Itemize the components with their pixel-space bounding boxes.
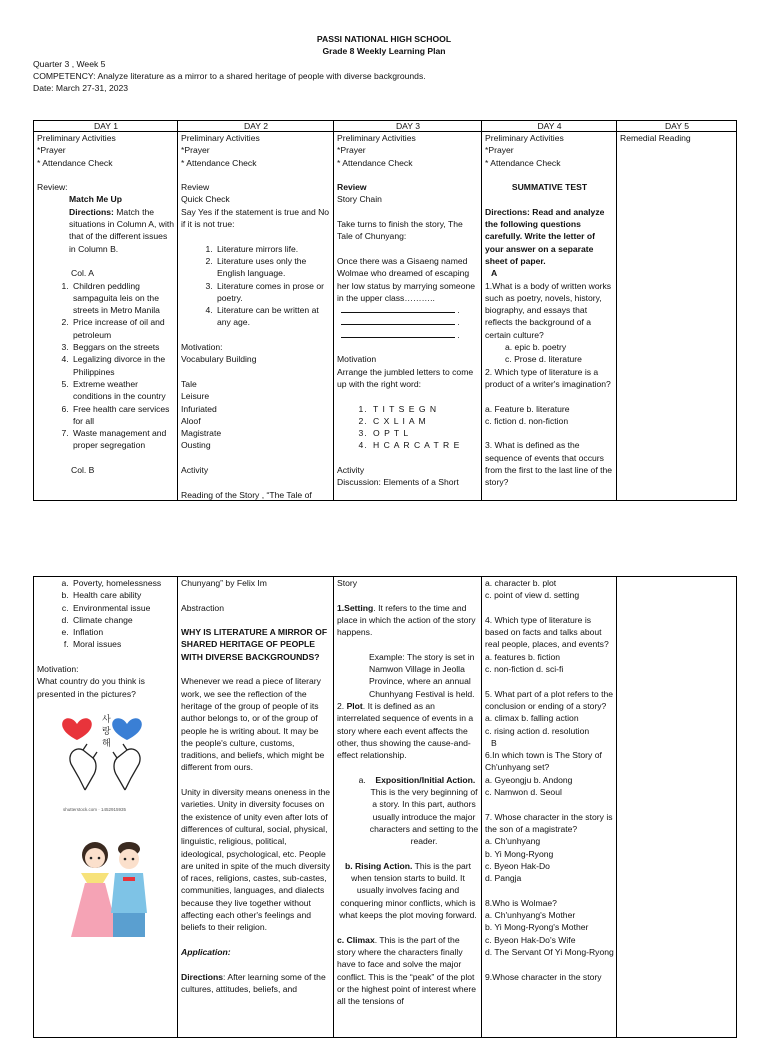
prelim-activities: Preliminary Activities <box>485 133 564 143</box>
activity-label: Activity <box>337 465 365 476</box>
activity-label: Activity <box>181 465 209 476</box>
prelim-prayer: *Prayer <box>485 145 514 156</box>
weekly-plan-table-page-1 <box>33 120 737 501</box>
list-item: 6. Free health care services for all <box>71 403 175 428</box>
blank-line: . <box>337 316 479 328</box>
question-5: 5. What part of a plot refers to the conclusion or ending of a story? <box>485 688 614 711</box>
test-directions: Directions: Read and analyze the following questions carefully. Write the letter of your answer on a separate sheet of paper. <box>485 206 605 266</box>
prelim-prayer: *Prayer <box>181 145 210 156</box>
column-header-day-2: DAY 2 <box>178 121 334 132</box>
question-4: 4. Which type of literature is based on facts and talks about real people, places, and events? <box>485 614 609 650</box>
q8-option: c. Byeon Hak-Do's Wife <box>485 934 576 945</box>
prelim-attendance: * Attendance Check <box>37 157 113 168</box>
q7-option: c. Byeon Hak-Do <box>485 860 550 871</box>
q3-options-ab: a. character b. plot <box>485 578 557 588</box>
exposition-definition: a. Exposition/Initial Action. This is the very beginning of a story. In this part, authors usually introduce the major characters and setting to the reader. <box>358 774 479 847</box>
q7-option: d. Pangja <box>485 873 522 884</box>
prelim-activities: Preliminary Activities <box>337 133 416 143</box>
match-directions: Directions: Match the situations in Column A, with that of the different issues in Column B. <box>69 206 175 254</box>
q7-option: a. Ch'unhyang <box>485 836 541 847</box>
list-item: a. Poverty, homelessness <box>71 577 175 589</box>
abstraction-paragraph-2: Unity in diversity means oneness in the varieties. Unity in diversity focuses on the existence of unity even after lots of differences of cultural, social, physical, linguistic, religious, political, ideological, psychological, etc. People are united in spite of the much diversity of races, religions, castes, sub-castes, communities, languages, and dialects because they live together without affecting each other's feelings and beliefs to their religion. <box>181 787 331 933</box>
motivation-instruction: Arrange the jumbled letters to come up with the right word: <box>337 366 474 389</box>
list-item: 2. Price increase of oil and petroleum <box>71 316 175 341</box>
weekly-plan-table-page-2 <box>33 576 737 1038</box>
list-item: 4. H C A R C A T R E <box>371 439 479 451</box>
column-header-day-3: DAY 3 <box>334 121 482 132</box>
remedial-reading: Remedial Reading <box>620 133 691 143</box>
statements-list <box>181 243 331 329</box>
question-3: 3. What is defined as the sequence of events that occurs from the first to the last line of the story? <box>485 440 613 488</box>
blank-line: . <box>337 329 479 341</box>
summative-test-title: SUMMATIVE TEST <box>511 182 588 193</box>
story-start: Once there was a Gisaeng named Wolmae who dreamed of escaping her low status by marrying someone in the upper class……….. <box>337 255 476 303</box>
q8-option: a. Ch'unhyang's Mother <box>485 910 576 921</box>
list-item: 7. Waste management and proper segregation <box>71 427 175 452</box>
reading-line: Reading of the Story , “The Tale of <box>181 489 312 500</box>
prelim-attendance: * Attendance Check <box>181 157 257 168</box>
day-2-cell <box>178 132 334 501</box>
prelim-activities: Preliminary Activities <box>181 133 260 143</box>
vocab-word: Ousting <box>181 440 211 451</box>
school-name: PASSI NATIONAL HIGH SCHOOL <box>316 34 452 44</box>
q8-option: d. The Servant Of Yi Mong-Ryong <box>485 946 614 957</box>
day-1-cell <box>34 132 178 501</box>
col-a-list <box>37 280 175 452</box>
abstraction-question: WHY IS LITERATURE A MIRROR OF SHARED HERITAGE OF PEOPLE WITH DIVERSE BACKGROUNDS? <box>181 627 328 662</box>
prelim-prayer: *Prayer <box>337 145 366 156</box>
question-2: 2. Which type of literature is a product of a writer's imagination? <box>485 366 611 389</box>
question-1: 1.What is a body of written works such as poetry, novels, history, biography, and essays that reflects the background of a certain culture? <box>485 280 612 340</box>
list-item: d. Climate change <box>71 614 175 626</box>
story-chain-label: Story Chain <box>337 194 382 205</box>
list-item: 4. Legalizing divorce in the Philippines <box>71 353 175 378</box>
day-5-cell-continued <box>617 577 737 1038</box>
abstraction-paragraph-1: Whenever we read a piece of literary work, we see the reflection of the heritage of the group of people of its author belongs to, or of the group of people he is writing about. It may be the people's culture, customs, traditions, and beliefs, which might be different from ours. <box>181 676 325 773</box>
q4-options-cd: c. non-fiction d. sci-fi <box>485 664 564 675</box>
day-3-cell-continued <box>334 577 482 1038</box>
plot-definition: 2. Plot. It is defined as an interrelated sequence of events in a story where each event affects the other, thus showing the cause-and-effect relationship. <box>337 700 474 761</box>
vocab-word: Aloof <box>181 415 201 426</box>
reading-line: Chunyang” by Felix Im <box>181 578 267 588</box>
part-b-label: B <box>491 737 497 748</box>
q2-options-ab: a. Feature b. literature <box>485 403 570 414</box>
list-item: 3. O P T L <box>371 427 479 439</box>
vocab-word: Leisure <box>181 391 210 402</box>
prelim-activities: Preliminary Activities <box>37 133 116 143</box>
list-item: f. Moral issues <box>71 638 175 650</box>
vocab-word: Infuriated <box>181 403 217 414</box>
setting-definition: 1.Setting. It refers to the time and place in which the action of the story happens. <box>337 602 476 638</box>
part-a-label: A <box>491 268 498 279</box>
column-header-day-4: DAY 4 <box>482 121 617 132</box>
rising-action-definition: b. Rising Action. This is the part when tension starts to build. It usually involves facing and conquering minor conflicts, which is what keeps the plot moving forward. <box>339 860 477 921</box>
list-item: 4. Literature can be written at any age. <box>215 304 331 329</box>
image-credit: shutterstock.com · 1452915935 <box>63 807 127 813</box>
review-label: Review <box>337 182 367 193</box>
question-7: 7. Whose character in the story is the son of a magistrate? <box>485 811 613 834</box>
q1-options-ab: a. epic b. poetry <box>505 342 567 353</box>
motivation-label: Motivation: <box>37 664 79 675</box>
list-item: 2. C X L I A M <box>371 415 479 427</box>
review-label: Review: <box>37 182 68 193</box>
day-1-cell-continued <box>34 577 178 1038</box>
list-item: 3. Beggars on the streets <box>71 341 175 353</box>
question-6: 6.In which town is The Story of Ch'unhyang set? <box>485 750 602 773</box>
quick-check-instruction: Say Yes if the statement is true and No if it is not true: <box>181 206 330 230</box>
motivation-label: Motivation <box>337 354 377 365</box>
discussion-line: Discussion: Elements of a Short <box>337 477 459 488</box>
svg-text:랑: 랑 <box>102 726 111 737</box>
motivation-label: Motivation: <box>181 342 223 353</box>
q6-options-ab: a. Gyeongju b. Andong <box>485 774 573 785</box>
korean-couple-image <box>63 833 175 946</box>
plan-title: Grade 8 Weekly Learning Plan <box>322 46 446 56</box>
quarter-line: Quarter 3 , Week 5 <box>33 59 106 69</box>
q8-option: b. Yi Mong-Ryong's Mother <box>485 922 589 933</box>
list-item: 2. Literature uses only the English language. <box>215 255 331 280</box>
vocab-word: Magistrate <box>181 428 222 439</box>
date-line: Date: March 27-31, 2023 <box>33 83 129 93</box>
column-header-day-1: DAY 1 <box>34 121 178 132</box>
question-9: 9.Whose character in the story <box>485 971 602 982</box>
list-item: b. Health care ability <box>71 589 175 601</box>
list-item: c. Environmental issue <box>71 602 175 614</box>
prelim-prayer: *Prayer <box>37 145 66 156</box>
story-chain-instruction: Take turns to finish the story, The Tale of Chunyang: <box>337 219 463 242</box>
q5-options-cd: c. rising action d. resolution <box>485 725 590 736</box>
day-4-cell <box>482 132 617 501</box>
match-me-up-title: Match Me Up <box>69 194 122 205</box>
q4-options-ab: a. features b. fiction <box>485 651 560 662</box>
day-3-cell <box>334 132 482 501</box>
competency-line: COMPETENCY: Analyze literature as a mirror to a shared heritage of people with diverse backgrounds. <box>33 71 426 81</box>
blank-line: . <box>337 304 479 316</box>
list-item: 1. Literature mirrors life. <box>215 243 331 255</box>
discussion-line: Story <box>337 578 358 588</box>
quick-check-label: Quick Check <box>181 194 230 205</box>
q2-options-cd: c. fiction d. non-fiction <box>485 415 569 426</box>
day-4-cell-continued <box>482 577 617 1038</box>
climax-definition: c. Climax. This is the part of the story where the characters finally have to face and solve the major conflict. This is the “peak” of the plot or the highest point of interest where all the tensions of <box>337 934 477 1007</box>
question-8: 8.Who is Wolmae? <box>485 897 557 908</box>
jumbled-words-list <box>337 403 479 452</box>
list-item: e. Inflation <box>71 626 175 638</box>
korean-heart-hands-image <box>57 704 175 803</box>
vocab-word: Tale <box>181 378 197 389</box>
list-item: 1. T I T S E G N <box>371 403 479 415</box>
q6-options-cd: c. Namwon d. Seoul <box>485 787 562 798</box>
list-item: 3. Literature comes in prose or poetry. <box>215 280 331 305</box>
day-2-cell-continued <box>178 577 334 1038</box>
column-header-day-5: DAY 5 <box>617 121 737 132</box>
vocab-label: Vocabulary Building <box>181 354 257 365</box>
svg-text:사: 사 <box>102 714 111 725</box>
prelim-attendance: * Attendance Check <box>337 157 413 168</box>
q5-options-ab: a. climax b. falling action <box>485 713 579 724</box>
setting-example: Example: The story is set in Namwon Village in Jeolla Province, where an annual Chunhyang Festival is held. <box>369 651 475 699</box>
q3-options-cd: c. point of view d. setting <box>485 590 580 601</box>
application-directions: Directions: After learning some of the cultures, attitudes, beliefs, and <box>181 971 326 994</box>
prelim-attendance: * Attendance Check <box>485 157 561 168</box>
list-item: 1. Children peddling sampaguita leis on the streets in Metro Manila <box>71 280 175 317</box>
application-label: Application: <box>181 946 231 957</box>
day-5-cell <box>617 132 737 501</box>
q7-option: b. Yi Mong-Ryong <box>485 848 554 859</box>
col-a-label: Col. A <box>71 268 94 279</box>
col-b-label: Col. B <box>71 465 95 476</box>
review-label: Review <box>181 182 210 193</box>
abstraction-label: Abstraction <box>181 602 224 613</box>
list-item: 5. Extreme weather conditions in the country <box>71 378 175 403</box>
motivation-question: What country do you think is presented in the pictures? <box>37 676 145 699</box>
q1-options-cd: c. Prose d. literature <box>505 354 582 365</box>
col-b-list <box>37 577 175 651</box>
svg-text:해: 해 <box>102 738 111 749</box>
